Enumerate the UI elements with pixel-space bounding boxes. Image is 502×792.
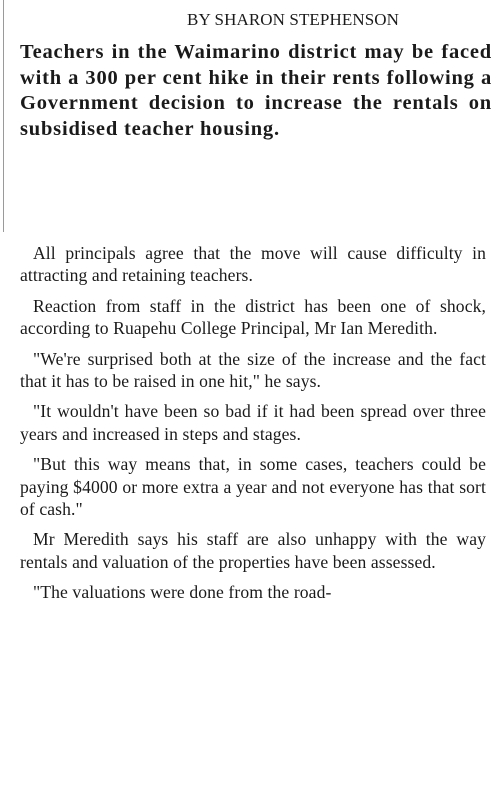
body-paragraph: "The valuations were done from the road- [33, 582, 332, 603]
article-body [20, 242, 486, 612]
byline: BY SHARON STEPHENSON [187, 10, 400, 29]
body-paragraph: Mr Meredith says his staff are also unhappy with the way rentals and valuation of the properties have been assessed. [20, 529, 486, 572]
body-paragraph: All principals agree that the move will cause difficulty in attracting and retaining teachers. [20, 243, 486, 286]
body-paragraph: "But this way means that, in some cases, teachers could be paying $4000 or more extra a year and not everyone has that sort of cash." [20, 454, 486, 520]
body-paragraph: Reaction from staff in the district has been one of shock, according to Ruapehu College Principal, Mr Ian Meredith. [20, 295, 486, 339]
lede-paragraph: Teachers in the Waimarino district may be faced with a 300 per cent hike in their rents following a Government decision to increase the rentals on subsidised teacher housing. [20, 41, 492, 140]
body-paragraph: "We're surprised both at the size of the increase and the fact that it has to be raised in one hit," he says. [20, 348, 486, 392]
body-paragraph: "It wouldn't have been so bad if it had been spread over three years and increased in steps and stages. [20, 401, 486, 444]
column-rule [3, 0, 4, 232]
